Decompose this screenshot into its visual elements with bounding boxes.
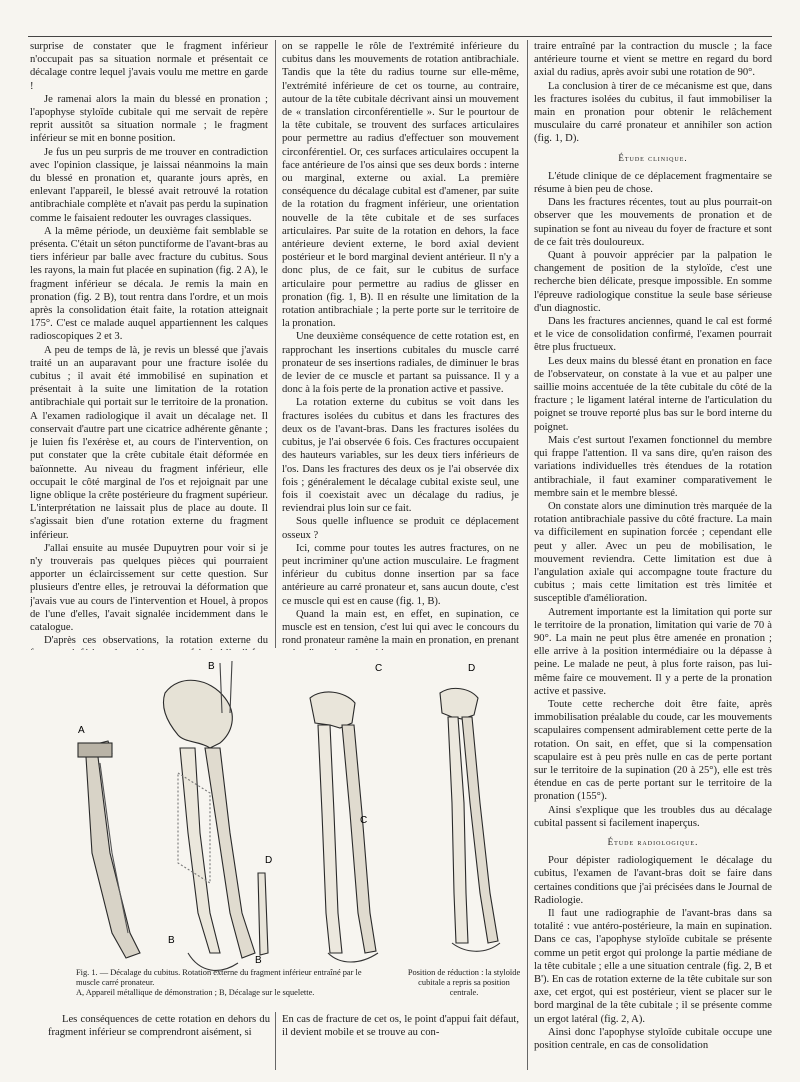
- figure-d-reduction: [440, 688, 500, 951]
- figure-caption-reduction: Position de réduction : la styloïde cubitale a repris sa position centrale.: [407, 968, 521, 998]
- text-column-2: [282, 40, 519, 650]
- paragraph: Les deux mains du blessé étant en pronation en face de l'observateur, on constate à la vue et au palper une saillie moins accentuée de la tête cubitale du côté de la fracture ; le ligament latéral interne de l'articulation du poignet se trouve reporté plus bas sur le bord interne du poignet.: [534, 355, 772, 433]
- paragraph: Quand la main est, en effet, en supination, ce muscle est en tension, c'est lui qui avec le concours du rond pronateur ramène la main en pronation, en prenant: [282, 608, 519, 647]
- paragraph: D'après ces observations, la rotation externe du: [44, 635, 268, 647]
- paragraph: Je fus un peu surpris de me trouver en contradiction avec l'opinion classique, je laissai néanmoins la main du blessé en pronation et, quarante jours après, en enlevant l'appareil, le blessé avait retrouvé la rotation antibrachiale complète et n'avait pas perdu la supination comme le faisaient redouter les ouvrages classiques.: [30, 146, 268, 224]
- figure-a-apparatus: [78, 741, 140, 958]
- paragraph: Mais c'est surtout l'examen fonctionnel du membre qui frappe l'attention. Il va sans dire, qu'en raison des variations individuelles très étendues de la rotation antibrachiale, il faut examiner comparativement le membre sain et le membre blessé.: [534, 434, 772, 499]
- figure-label-a: A: [78, 725, 85, 736]
- paragraph: Je ramenai alors la main du blessé en pronation ; l'apophyse styloïde cubitale qui me servait de repère reprit aussitôt sa situation normale ; le fragment inférieur se mit en bonne position.: [30, 93, 268, 145]
- paragraph: A peu de temps de là, je revis un blessé que j'avais traité un an auparavant pour une fracture isolée du cubitus ; il avait été immobilisé en supination et présentait à la suite une limitation de la rotation antibrachiale qui portait sur le territoire de la pronation. A l'examen radiologique il avait un décalage net. Il conservait d'autre part une cicatrice adhérente gênante ; je luien fis l'exérèse et, au cours de l'intervention, on put constater que la crête cubitale était déformée en baïonnette. Au niveau du fragment inférieur, elle occupait le côté marginal de l'os et rejoignait par une ligne oblique la crête postérieure du fragment supérieur. L'interprétation ne laissait plus de place au doute. Il s'agissait bien d'une rotation externe du fragment inférieur.: [30, 344, 268, 541]
- figure-label-d-handwritten: D: [265, 855, 273, 866]
- caption-line: Fig. 1. — Décalage du cubitus. Rotation externe du fragment inférieur entraîné par le muscle carré pronateur.: [76, 968, 362, 988]
- paragraph: Dans les fractures récentes, tout au plus pourrait-on observer que les mouvements de pronation et de supination se font au niveau du foyer de fracture et sont de ce fait très douloureux.: [534, 197, 772, 248]
- figure-label-d: D: [468, 663, 476, 674]
- paragraph: on se rappelle le rôle de l'extrémité inférieure du cubitus dans les mouvements de rotation antibrachiale. Tandis que la tête du radius tourne sur elle-même, l'extrémité inférieure de cet os tourne, au contraire, autour de la tête cubitale décrivant ainsi un mouvement de « translation circonférentielle ». Sur le pourtour de la tête cubitale, se trouvent des surfaces articulaires pour permettre au radius d'effectuer son mouvement circonférentiel. Or, ces surfaces articulaires occupent la face antérieure de l'os ainsi que ses deux bords : interne ou marginal, externe ou axial. La première conséquence du décalage cubital est d'amener, par suite de la rotation du fragment inférieur, une orientation nouvelle de la tête cubitale et de ses surfaces articulaires. Par suite de la rotation en dehors, la face antérieure devient externe, le bord axial devient postérieur et le bord marginal devient antérieur. Il n'y a donc plus, de ce fait, sur le cubitus de surface articulaire pour permettre au radius de glisser en pronation (fig. 1, B). Il en résulte une limitation de la rotation antibrachiale ; la perte porte sur le territoire de la pronation.: [282, 41, 519, 330]
- paragraph: Ainsi s'explique que les troubles dus au décalage cubital passent si facilement inaperçus.: [534, 804, 772, 829]
- paragraph: surprise de constater que le fragment inférieur n'occupait pas sa situation normale et présentait ce décalage contre lequel j'avais voulu me mettre en garde !: [30, 41, 268, 92]
- bottom-paragraph-middle: En cas de fracture de cet os, le point d'appui fait défaut, il devient mobile et se trouve au con-: [282, 1014, 519, 1039]
- paragraph: Autrement importante est la limitation qui porte sur le territoire de la pronation, limitation qui varie de 70 à 90°. La main ne peut plus être amenée en pronation ; elle arrive à la position intermédiaire ou la dépasse à peine. Le malade ne peut, à plus forte raison, pas lui-même faire ce mouvement. Il y a perte de la pronation active et passive.: [534, 606, 772, 697]
- paragraph: A la même période, un deuxième fait semblable se présenta. C'était un séton punctiforme de l'avant-bras au tiers inférieur par balle avec fracture du cubitus. Sous les rayons, la main fut placée en supination (fig. 2 A), le fragment inférieur se décala. Je remis la main en pronation (fig. 2 B), tout rentra dans l'ordre, et un mois après la consolidation était faite, la rotation atteignait 175°. C'est ce malade auquel appartiennent les calques radioscopiques 2 et 3.: [30, 225, 268, 343]
- figure-label-b-lower: B: [168, 935, 175, 946]
- paragraph: On constate alors une diminution très marquée de la rotation antibrachiale passive du côté fracture. La main va difficilement en supination forcée ; cependant elle peut y aller. Avec un peu de mobilisation, le mouvement reviendra. Cette limitation est due à l'angulation axiale qui accompagne toute fracture du cubitus ; mais cette limitation est très limitée et susceptible d'amélioration.: [534, 500, 772, 605]
- figure-label-c: C: [375, 663, 383, 674]
- paragraph: J'allai ensuite au musée Dupuytren pour voir si je n'y trouverais pas quelques pièces qui pourraient apporter un éclaircissement sur cette question. Sur plusieurs d'entre elles, je retrouvai la déformation que j'avais vue au cours de l'intervention et Houel, à propos de l'une d'elles, l'avait signalée incidemment dans le catalogue.: [30, 542, 268, 633]
- column-divider: [275, 1012, 276, 1070]
- paragraph: Quant à pouvoir apprécier par la palpation le changement de position de la styloïde, c'est une recherche bien délicate, presque impossible. En somme l'épreuve radiologique constitue la seule base sérieuse d'un diagnostic.: [534, 250, 772, 314]
- paragraph: La conclusion à tirer de ce mécanisme est que, dans les fractures isolées du cubitus, il faut immobiliser la main en pronation pour obtenir le relâchement musculaire du carré pronateur et annihiler son action (fig. 1, D).: [534, 80, 772, 145]
- paragraph: Ici, comme pour toutes les autres fractures, on ne peut incriminer qu'une action musculaire. Le fragment inférieur du cubitus donne insertion par sa face antérieure au carré pronateur et, sans aucun doute, c'est ce muscle qui est en cause (fig. 1, B).: [282, 542, 519, 607]
- figure-bone-illustration: [60, 653, 520, 1008]
- paragraph: L'étude clinique de ce déplacement fragmentaire se résume à bien peu de chose.: [534, 170, 772, 196]
- paragraph: Dans les fractures anciennes, quand le cal est formé et le vice de consolidation confirmé, l'examen pourrait être plus fructueux.: [534, 316, 772, 354]
- section-heading-radiologique: Étude radiologique.: [607, 836, 699, 847]
- paragraph: Ainsi donc l'apophyse styloïde cubitale occupe une position centrale, en cas de consolidation: [534, 1026, 772, 1052]
- paragraph: Il faut une radiographie de l'avant-bras dans sa totalité : vue antéro-postérieure, la main en supination. Dans ce cas, l'apophyse styloïde cubitale se présente comme un petit ergot qui prolonge la partie médiane de la tête cubitale ; elle a une situation centrale (fig. 2, B et B'). En cas de rotation externe de la tête cubitale sur son axe, cet ergot, qui est postérieur, vient se placer sur le bord marginal de la tête cubitale ; il se présente comme un ergot latéral (fig. 2, A).: [534, 908, 772, 1025]
- paragraph: Toute cette recherche doit être faite, après immobilisation préalable du coude, car les mouvements scapulaires compensent admirablement cette perte de la rotation. On sait, en effet, que si la compensation scapulaire est à peu près nulle en cas de perte portant sur le territoire de la supination (20 à 25°), elle est très étendue en cas de perte portant sur le territoire de la pronation (155°).: [534, 698, 772, 803]
- paragraph: traire entraîné par la contraction du muscle ; la face antérieure tourne et vient se mettre en regard du bord axial du radius, après avoir subi une rotation de 90°.: [534, 41, 772, 79]
- column-divider: [527, 40, 528, 1070]
- figure-label-b: B: [208, 661, 215, 672]
- text-column-1: [30, 40, 268, 650]
- section-heading-clinique: Étude clinique.: [618, 152, 688, 163]
- bottom-paragraph-left: Les conséquences de cette rotation en dehors du fragment inférieur se comprendront aisément, si: [48, 1014, 270, 1039]
- figure-caption: [76, 968, 386, 999]
- figure-b-skeleton: [163, 661, 255, 970]
- figure-fragment: [258, 873, 268, 955]
- paragraph: Une deuxième conséquence de cette rotation est, en rapprochant les insertions cubitales du muscle carré pronateur de ses insertions radiales, de diminuer le bras de levier de ce muscle et partant sa puissance. Il y a donc à la fois perte de la pronation active et passive.: [282, 331, 519, 396]
- caption-line: A, Appareil métallique de démonstration ; B, Décalage sur le squelette.: [76, 988, 315, 998]
- paragraph: La rotation externe du cubitus se voit dans les fractures isolées du cubitus et dans les fractures des deux os de l'avant-bras. Dans les fractures isolées du cubitus, je l'ai observée 6 fois. Ces fractures occupaient des hauteurs variables, sur les deux tiers inférieurs de l'os. Dans les fractures des deux os je l'ai observée dix fois ; généralement le décalage cubital existe seul, une fois il coexistait avec un décalage du radius, je reviendrai plus loin sur ce fait.: [282, 397, 519, 515]
- text-column-3: [534, 40, 772, 1070]
- figure-label-c-inner: C: [360, 815, 368, 826]
- column-divider: [275, 40, 276, 648]
- paragraph: Sous quelle influence se produit ce déplacement osseux ?: [282, 516, 519, 541]
- figure-label-b-fragment: B: [255, 955, 262, 966]
- figure-c-forearm: [310, 692, 378, 962]
- paragraph: Pour dépister radiologiquement le décalage du cubitus, l'examen de l'avant-bras doit se faire dans certaines conditions que j'ai précisées dans le Journal de Radiologie.: [534, 855, 772, 906]
- top-rule: [28, 36, 772, 37]
